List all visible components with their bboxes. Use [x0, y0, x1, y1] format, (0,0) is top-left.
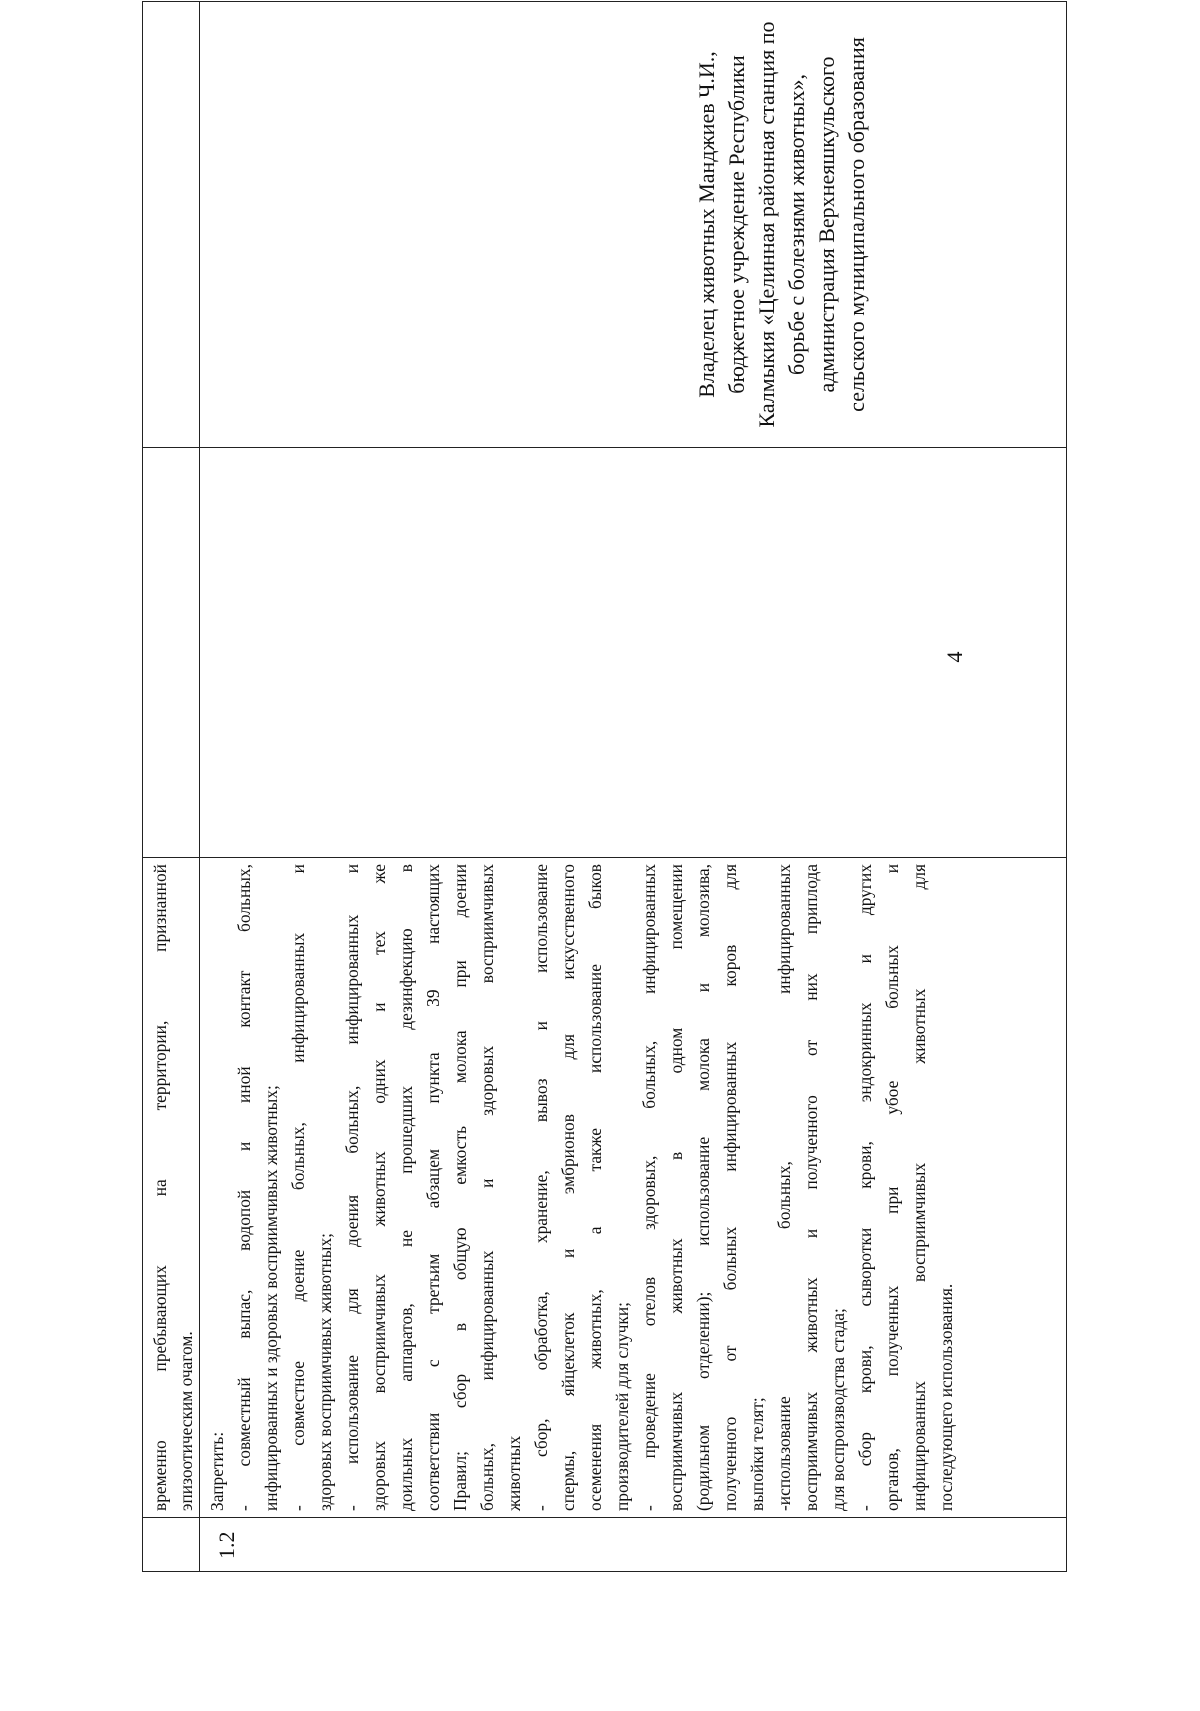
responsible-line: Калмыкия «Целинная районная станция по	[754, 21, 779, 428]
measure-line: больных, инфицированных и здоровых восприимчивых	[477, 864, 497, 1511]
responsible-line: борьбе с болезнями животных»,	[784, 74, 809, 375]
continued-line-1: временно пребывающих на территории, признанной	[150, 864, 170, 1511]
responsible-line: сельского муниципального образования	[844, 37, 869, 412]
table-row-continued	[143, 2, 200, 1572]
measure-line: соответствии с третьим абзацем пункта 39 настоящих	[423, 864, 443, 1511]
measure-line: для воспроизводства стада;	[828, 1308, 848, 1511]
deadline-cell-empty	[143, 448, 200, 858]
measure-line: последующего использования.	[936, 1283, 956, 1511]
item-number-cell	[200, 1518, 1067, 1572]
responsible-parties	[692, 8, 872, 441]
responsible-cell	[200, 2, 1067, 448]
measure-line: (родильном отделении); использование молока и молозива,	[693, 864, 713, 1511]
deadline-cell	[200, 448, 1067, 858]
measure-line: - использование для доения больных, инфицированных и	[342, 864, 362, 1511]
measures-table	[142, 1, 1067, 1572]
measure-line: Правил; сбор в общую емкость молока при доении	[450, 864, 470, 1511]
rotated-document-page	[142, 2, 1102, 1572]
measure-line: животных	[504, 1435, 524, 1511]
measure-line: здоровых восприимчивых животных одних и тех же	[369, 864, 389, 1511]
measure-line: - сбор крови, сыворотки крови, эндокринных и других	[855, 864, 875, 1511]
responsible-line: Владелец животных Манджиев Ч.И.,	[694, 51, 719, 398]
measure-line: -использование больных, инфицированных	[774, 864, 794, 1511]
responsible-cell-empty	[143, 2, 200, 448]
responsible-line: бюджетное учреждение Республики	[724, 55, 749, 394]
measure-line: полученного от больных инфицированных коров для	[720, 864, 740, 1511]
measure-line: инфицированных восприимчивых животных для	[909, 864, 929, 1511]
measure-line: осеменения животных, а также использование быков	[585, 864, 605, 1511]
item-number: 1.2	[214, 1531, 239, 1559]
measure-line: доильных аппаратов, не прошедших дезинфекцию в	[396, 864, 416, 1511]
measure-line: Запретить:	[207, 1431, 227, 1511]
measure-line: органов, полученных при убое больных и	[882, 864, 902, 1511]
measure-line: восприимчивых животных в одном помещении	[666, 864, 686, 1511]
measure-line: инфицированных и здоровых восприимчивых животных;	[261, 1085, 281, 1511]
responsible-line: администрация Верхнеяшкульского	[814, 56, 839, 393]
measure-line: - совместный выпас, водопой и иной контакт больных,	[234, 864, 254, 1511]
measure-text	[200, 858, 960, 1517]
measure-line: - сбор, обработка, хранение, вывоз и использование	[531, 864, 551, 1511]
measure-line: - проведение отелов здоровых, больных, инфицированных	[639, 864, 659, 1511]
measure-line: выпойки телят;	[747, 1397, 767, 1511]
measure-line: производителей для случки;	[612, 1302, 632, 1511]
page-number: 4	[942, 651, 967, 663]
continued-text-cell	[143, 858, 200, 1518]
measure-line: здоровых восприимчивых животных;	[315, 1233, 335, 1511]
measure-line: восприимчивых животных и полученного от них приплода	[801, 864, 821, 1511]
table-row	[200, 2, 1067, 1572]
measure-text-cell	[200, 858, 1067, 1518]
measure-line: - совместное доение больных, инфицированных и	[288, 864, 308, 1511]
measure-line: спермы, яйцеклеток и эмбрионов для искусственного	[558, 864, 578, 1511]
number-cell-empty	[143, 1518, 200, 1572]
continued-line-2: эпизоотическим очагом.	[176, 1331, 196, 1511]
